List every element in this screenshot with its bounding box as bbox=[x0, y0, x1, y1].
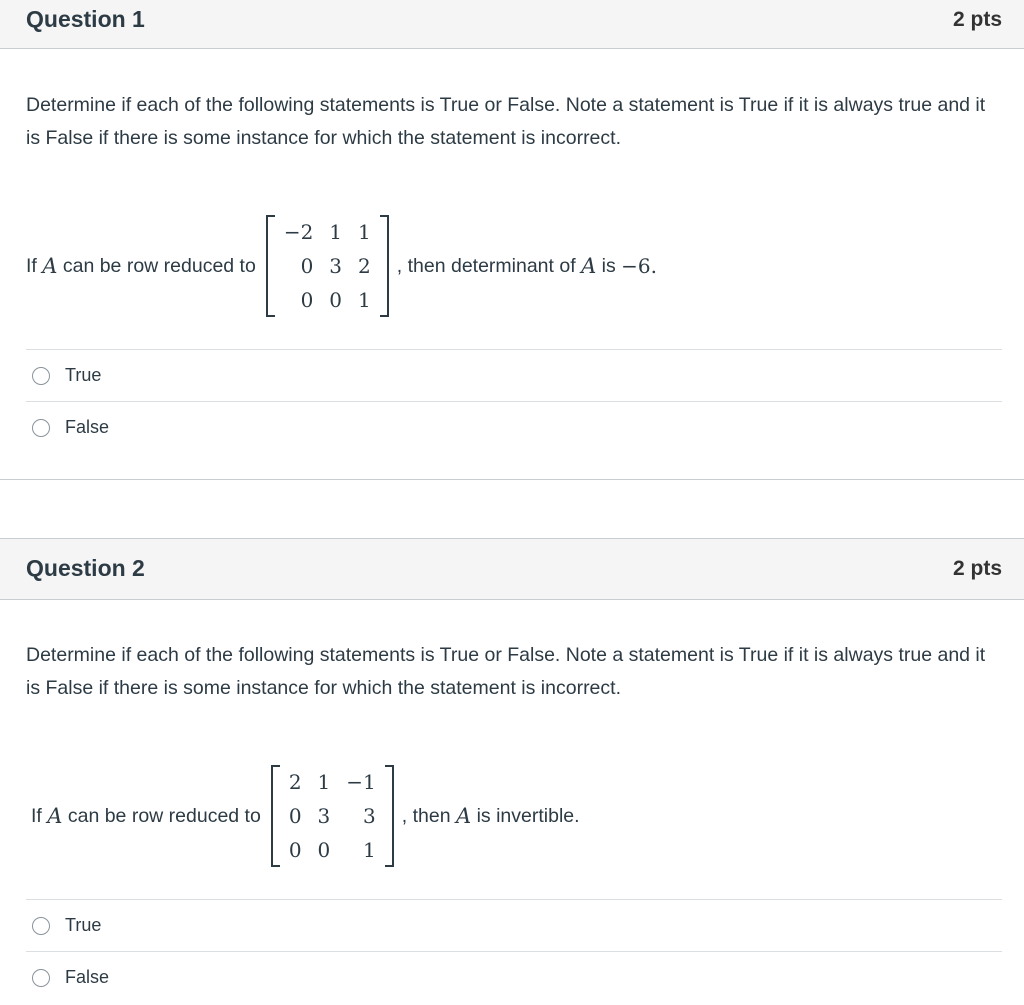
matrix-variable: A bbox=[42, 254, 58, 278]
answer-option-true[interactable] bbox=[26, 349, 1002, 401]
answer-option-false[interactable] bbox=[26, 951, 1002, 1003]
matrix bbox=[266, 215, 389, 317]
answer-label: False bbox=[65, 967, 110, 987]
matrix-variable: A bbox=[581, 254, 597, 278]
matrix-cell: 2 bbox=[288, 770, 302, 794]
radio-button[interactable] bbox=[32, 969, 50, 987]
matrix-cell: 0 bbox=[329, 288, 343, 312]
answer-option-true[interactable] bbox=[26, 899, 1002, 951]
answer-list bbox=[26, 349, 1002, 453]
question-statement bbox=[31, 766, 580, 866]
statement-after-matrix: , then bbox=[401, 804, 451, 827]
matrix-cell: 2 bbox=[358, 254, 371, 278]
question-title: Question 2 bbox=[26, 555, 145, 581]
question-text: Determine if each of the following statements is True or False. Note a statement is True if it is always true and it is False if there is some instance for which the statement is incorrect. bbox=[26, 94, 986, 149]
question-2 bbox=[0, 538, 1024, 1005]
matrix-cell: 1 bbox=[317, 770, 331, 794]
statement-prefix: If bbox=[31, 804, 42, 827]
question-header bbox=[0, 0, 1024, 49]
matrix-cell: 3 bbox=[317, 804, 331, 828]
statement-mid: can be row reduced to bbox=[67, 804, 261, 827]
question-header bbox=[0, 538, 1024, 600]
answer-option-false[interactable] bbox=[26, 401, 1002, 453]
matrix-cell: 0 bbox=[300, 254, 314, 278]
question-points: 2 pts bbox=[952, 8, 1002, 31]
matrix-variable: A bbox=[47, 804, 63, 828]
matrix-cell: 3 bbox=[363, 804, 376, 828]
statement-end: is invertible. bbox=[476, 804, 580, 827]
answer-label: True bbox=[65, 365, 102, 385]
matrix-cell: 0 bbox=[288, 838, 302, 862]
matrix-cell: −2 bbox=[283, 220, 314, 244]
statement-is: is bbox=[601, 254, 616, 277]
statement-mid: can be row reduced to bbox=[62, 254, 256, 277]
statement-value: −6. bbox=[621, 254, 658, 278]
matrix bbox=[271, 765, 394, 867]
statement-after-matrix: , then determinant of bbox=[396, 254, 576, 277]
matrix-cell: 0 bbox=[300, 288, 314, 312]
matrix-cell: 3 bbox=[329, 254, 343, 278]
question-title: Question 1 bbox=[26, 6, 145, 32]
matrix-cell: 1 bbox=[363, 838, 376, 862]
answer-label: True bbox=[65, 915, 102, 935]
matrix-cell: 0 bbox=[317, 838, 331, 862]
question-text: Determine if each of the following statements is True or False. Note a statement is True if it is always true and it is False if there is some instance for which the statement is incorrect. bbox=[26, 644, 986, 699]
matrix-variable: A bbox=[455, 804, 472, 828]
answer-list bbox=[26, 899, 1002, 1003]
question-1 bbox=[0, 0, 1024, 480]
matrix-cell: 1 bbox=[329, 220, 343, 244]
radio-button[interactable] bbox=[32, 419, 50, 437]
question-points: 2 pts bbox=[952, 557, 1002, 580]
question-divider bbox=[0, 479, 1024, 480]
matrix-cell: 0 bbox=[288, 804, 302, 828]
matrix-cell: −1 bbox=[346, 770, 376, 794]
matrix-cell: 1 bbox=[358, 220, 371, 244]
radio-button[interactable] bbox=[32, 367, 50, 385]
matrix-cell: 1 bbox=[358, 288, 371, 312]
statement-prefix: If bbox=[26, 254, 37, 277]
radio-button[interactable] bbox=[32, 917, 50, 935]
answer-label: False bbox=[65, 417, 110, 437]
question-statement bbox=[26, 216, 657, 316]
